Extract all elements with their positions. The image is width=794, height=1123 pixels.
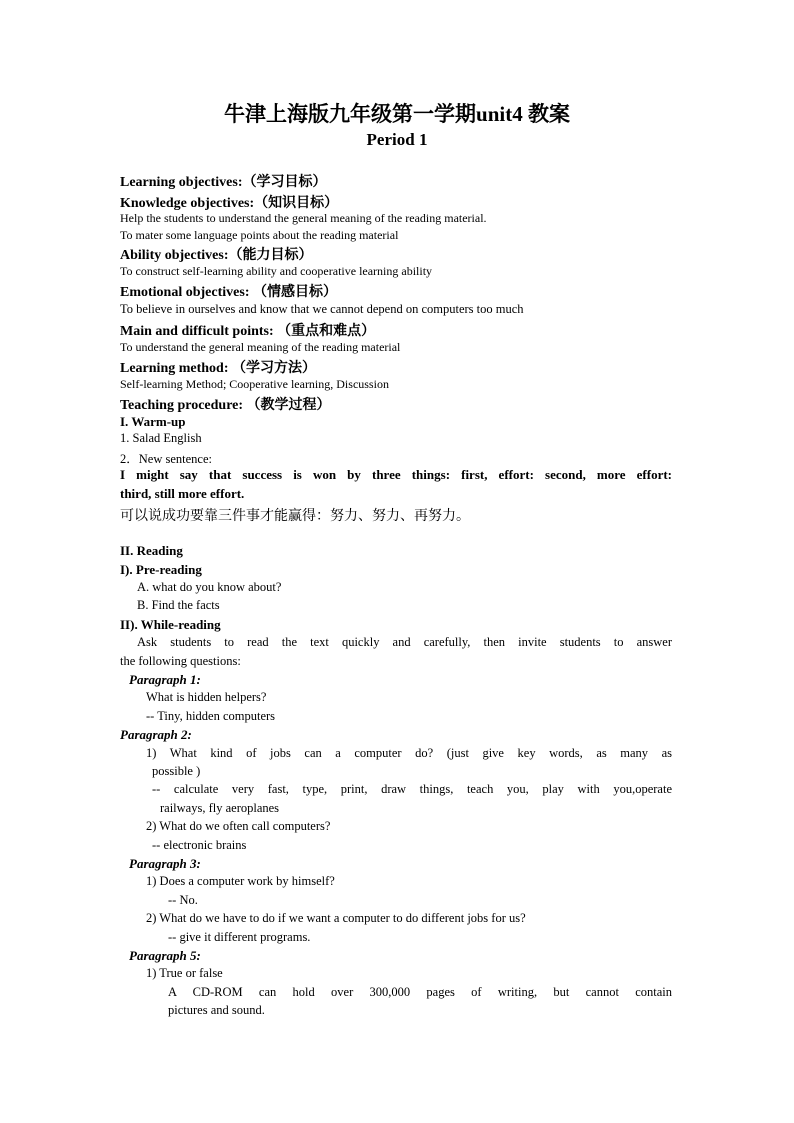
- knowledge-objective-1: Help the students to understand the general meaning of the reading material.: [120, 211, 487, 225]
- paragraph-1-label: Paragraph 1:: [129, 672, 201, 687]
- learning-objectives-heading: Learning objectives:（学习目标）: [120, 175, 327, 190]
- quote-line-1: I might say that success is won by three things: first, effort: second, more effort:: [120, 467, 672, 482]
- paragraph-2-question-2: 2) What do we often call computers?: [146, 819, 331, 833]
- paragraph-5-label: Paragraph 5:: [129, 948, 201, 963]
- paragraph-5-statement-line-2: pictures and sound.: [168, 1003, 265, 1017]
- quote-chinese: 可以说成功要靠三件事才能赢得：努力、努力、再努力。: [120, 508, 470, 524]
- paragraph-3-question-2: 2) What do we have to do if we want a computer to do different jobs for us?: [146, 911, 526, 925]
- quote-line-2: third, still more effort.: [120, 486, 245, 501]
- paragraph-1-question: What is hidden helpers?: [146, 690, 267, 704]
- paragraph-5-statement-line-1: A CD-ROM can hold over 300,000 pages of writing, but cannot contain: [168, 985, 672, 999]
- paragraph-3-answer-2: -- give it different programs.: [168, 930, 311, 944]
- paragraph-2-answer-2: -- electronic brains: [152, 838, 247, 852]
- knowledge-objectives-heading: Knowledge objectives:（知识目标）: [120, 196, 339, 211]
- paragraph-2-answer-1-line-1: -- calculate very fast, type, print, draw things, teach you, play with you,operate: [152, 782, 672, 796]
- paragraph-3-label: Paragraph 3:: [129, 856, 201, 871]
- teaching-procedure-heading: Teaching procedure: （教学过程）: [120, 398, 331, 413]
- period-subtitle: Period 1: [366, 130, 428, 149]
- paragraph-2-question-1-line-2: possible ): [152, 764, 201, 778]
- paragraph-2-question-1-line-1: 1) What kind of jobs can a computer do? (just give key words, as many as: [146, 746, 672, 760]
- ability-objectives-heading: Ability objectives:（能力目标）: [120, 248, 313, 263]
- paragraph-2-label: Paragraph 2:: [120, 727, 192, 742]
- emotional-objective-1: To believe in ourselves and know that we cannot depend on computers too much: [120, 302, 524, 316]
- while-reading-intro-1: Ask students to read the text quickly and carefully, then invite students to answer: [137, 635, 672, 649]
- emotional-objectives-heading: Emotional objectives: （情感目标）: [120, 285, 337, 300]
- while-reading-intro-2: the following questions:: [120, 654, 241, 668]
- paragraph-3-answer-1: -- No.: [168, 893, 198, 907]
- paragraph-1-answer: -- Tiny, hidden computers: [146, 709, 276, 723]
- learning-method-heading: Learning method: （学习方法）: [120, 361, 316, 376]
- main-point-1: To understand the general meaning of the reading material: [120, 340, 401, 354]
- while-reading-heading: II). While-reading: [120, 617, 221, 632]
- learning-method-1: Self-learning Method; Cooperative learning, Discussion: [120, 377, 389, 391]
- paragraph-5-question-1: 1) True or false: [146, 966, 223, 980]
- warmup-item-1: 1. Salad English: [120, 431, 202, 445]
- ability-objective-1: To construct self-learning ability and cooperative learning ability: [120, 264, 433, 278]
- warmup-item-2: 2．New sentence:: [120, 452, 212, 466]
- warmup-heading: I. Warm-up: [120, 414, 186, 429]
- reading-heading: II. Reading: [120, 543, 183, 558]
- pre-reading-a: A. what do you know about?: [137, 580, 282, 594]
- knowledge-objective-2: To mater some language points about the reading material: [120, 228, 399, 242]
- pre-reading-b: B. Find the facts: [137, 598, 220, 612]
- pre-reading-heading: I). Pre-reading: [120, 562, 202, 577]
- paragraph-3-question-1: 1) Does a computer work by himself?: [146, 874, 335, 888]
- document-title: 牛津上海版九年级第一学期unit4 教案: [224, 102, 570, 126]
- paragraph-2-answer-1-line-2: railways, fly aeroplanes: [160, 801, 280, 815]
- main-points-heading: Main and difficult points: （重点和难点）: [120, 324, 376, 339]
